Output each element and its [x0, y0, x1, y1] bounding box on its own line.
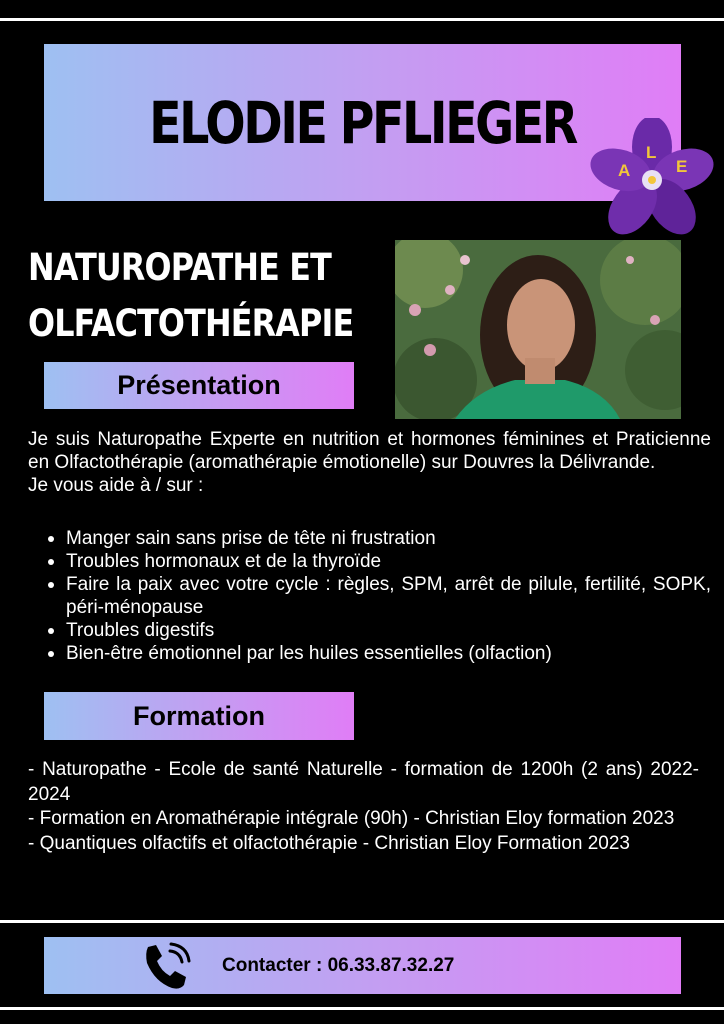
formation-section-label: Formation: [44, 692, 354, 740]
list-item: Bien-être émotionnel par les huiles essentielles (olfaction): [28, 642, 711, 665]
formation-item: - Formation en Aromathérapie intégrale (90h) - Christian Eloy formation 2023: [28, 808, 675, 829]
list-item: Troubles hormonaux et de la thyroïde: [28, 550, 711, 573]
formation-list: [28, 758, 699, 856]
bottom-divider-upper: [0, 920, 724, 923]
profession-line-2: OLFACTOTHÉRAPIE: [28, 302, 354, 345]
help-list: [28, 527, 711, 665]
list-item: Manger sain sans prise de tête ni frustration: [28, 527, 711, 550]
bottom-divider-lower: [0, 1007, 724, 1010]
contact-bar: [44, 937, 681, 994]
formation-item: - Naturopathe - Ecole de santé Naturelle - formation de 1200h (2 ans) 2022-2024: [28, 759, 699, 805]
contact-phone[interactable]: Contacter : 06.33.87.32.27: [222, 954, 455, 976]
presentation-intro-text: Je suis Naturopathe Experte en nutrition et hormones féminines et Praticienne en Olfactothérapie (aromathérapie émotionelle) sur Douvres la Délivrande.: [28, 429, 711, 473]
logo-letter-a: A: [618, 161, 631, 180]
presentation-lead: Je vous aide à / sur :: [28, 475, 204, 496]
phone-icon: [140, 941, 196, 993]
portrait-photo: [395, 240, 681, 419]
flower-logo-icon: [590, 118, 714, 242]
list-item: Faire la paix avec votre cycle : règles, SPM, arrêt de pilule, fertilité, SOPK, péri-ménopause: [28, 573, 711, 619]
formation-item: - Quantiques olfactifs et olfactothérapie - Christian Eloy Formation 2023: [28, 832, 630, 854]
logo-letter-e: E: [676, 157, 688, 176]
logo-letter-l: L: [646, 143, 657, 162]
title-banner: [44, 44, 681, 201]
profession-line-1: NATUROPATHE ET: [28, 246, 332, 289]
top-divider: [0, 18, 724, 21]
presentation-section-label: Présentation: [44, 362, 354, 409]
presentation-intro: [28, 428, 711, 497]
profession-heading: [28, 240, 388, 352]
page-title: ELODIE PFLIEGER: [149, 88, 576, 157]
list-item: Troubles digestifs: [28, 619, 711, 642]
